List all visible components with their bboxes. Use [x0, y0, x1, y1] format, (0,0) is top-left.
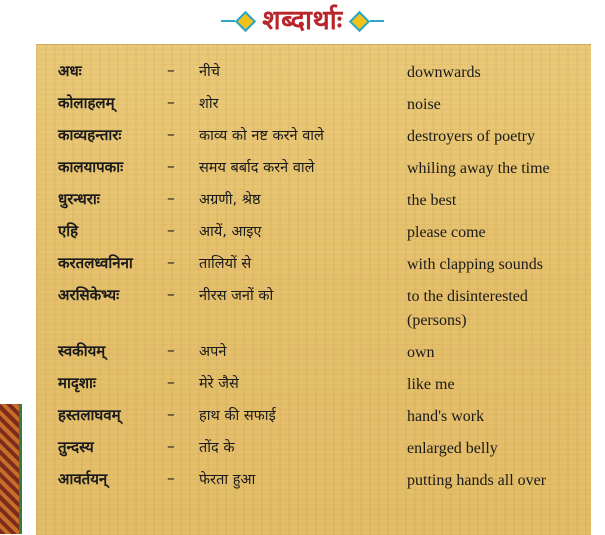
- separator-dash: –: [167, 437, 175, 455]
- hindi-meaning: काव्य को नष्ट करने वाले: [199, 128, 324, 144]
- hindi-meaning: तालियों से: [199, 256, 252, 272]
- english-meaning: to the disinterested (persons): [407, 288, 528, 329]
- english-meaning: the best: [407, 192, 457, 209]
- english-meaning: hand's work: [407, 408, 485, 425]
- english-meaning: whiling away the time: [407, 160, 550, 177]
- page-title: शब्दार्थाः: [262, 5, 343, 36]
- separator-dash: –: [167, 125, 175, 143]
- decorative-border-strip: [0, 404, 22, 534]
- sanskrit-word: कोलाहलम्: [58, 94, 115, 112]
- hindi-meaning: अग्रणी, श्रेष्ठ: [199, 192, 261, 208]
- sanskrit-word: कालयापकाः: [58, 158, 124, 176]
- sanskrit-word: अधः: [58, 62, 82, 80]
- heading-ornament-right: [349, 14, 384, 29]
- separator-dash: –: [167, 253, 175, 271]
- heading-ornament-left: [221, 14, 256, 29]
- separator-dash: –: [167, 93, 175, 111]
- english-meaning: destroyers of poetry: [407, 128, 535, 145]
- hindi-meaning: समय बर्बाद करने वाले: [199, 160, 315, 176]
- separator-dash: –: [167, 221, 175, 239]
- diamond-icon: [349, 10, 370, 31]
- separator-dash: –: [167, 405, 175, 423]
- sanskrit-word: अरसिकेभ्यः: [58, 286, 120, 304]
- english-meaning: with clapping sounds: [407, 256, 543, 273]
- sanskrit-word: हस्तलाघवम्: [58, 406, 121, 424]
- hindi-meaning: हाथ की सफाई: [199, 408, 276, 424]
- hindi-meaning: नीचे: [199, 64, 221, 80]
- sanskrit-word: मादृशाः: [58, 374, 96, 392]
- hindi-meaning: आयें, आइए: [199, 224, 262, 240]
- separator-dash: –: [167, 341, 175, 359]
- english-meaning: downwards: [407, 64, 481, 81]
- separator-dash: –: [167, 373, 175, 391]
- english-meaning: putting hands all over: [407, 472, 547, 489]
- separator-dash: –: [167, 469, 175, 487]
- sanskrit-word: स्वकीयम्: [58, 342, 106, 360]
- english-meaning: like me: [407, 376, 455, 393]
- english-meaning: enlarged belly: [407, 440, 498, 457]
- glossary-panel: [36, 44, 591, 535]
- hindi-meaning: तोंद के: [199, 440, 235, 456]
- hindi-meaning: शोर: [199, 96, 219, 112]
- sanskrit-word: धुरन्धराः: [58, 190, 100, 208]
- hindi-meaning: फेरता हुआ: [199, 472, 256, 488]
- separator-dash: –: [167, 157, 175, 175]
- sanskrit-word: तुन्दस्य: [58, 438, 94, 456]
- english-meaning: please come: [407, 224, 486, 241]
- separator-dash: –: [167, 285, 175, 303]
- english-meaning: own: [407, 344, 435, 361]
- sanskrit-word: आवर्तयन्: [58, 470, 108, 488]
- hindi-meaning: अपने: [199, 344, 227, 360]
- glossary-heading: [0, 3, 605, 39]
- sanskrit-word: काव्यहन्तारः: [58, 126, 122, 144]
- sanskrit-word: एहि: [58, 222, 79, 240]
- sanskrit-word: करतलध्वनिना: [58, 254, 133, 272]
- separator-dash: –: [167, 61, 175, 79]
- english-meaning: noise: [407, 96, 441, 113]
- hindi-meaning: नीरस जनों को: [199, 288, 274, 304]
- diamond-icon: [235, 10, 256, 31]
- separator-dash: –: [167, 189, 175, 207]
- hindi-meaning: मेरे जैसे: [199, 376, 239, 392]
